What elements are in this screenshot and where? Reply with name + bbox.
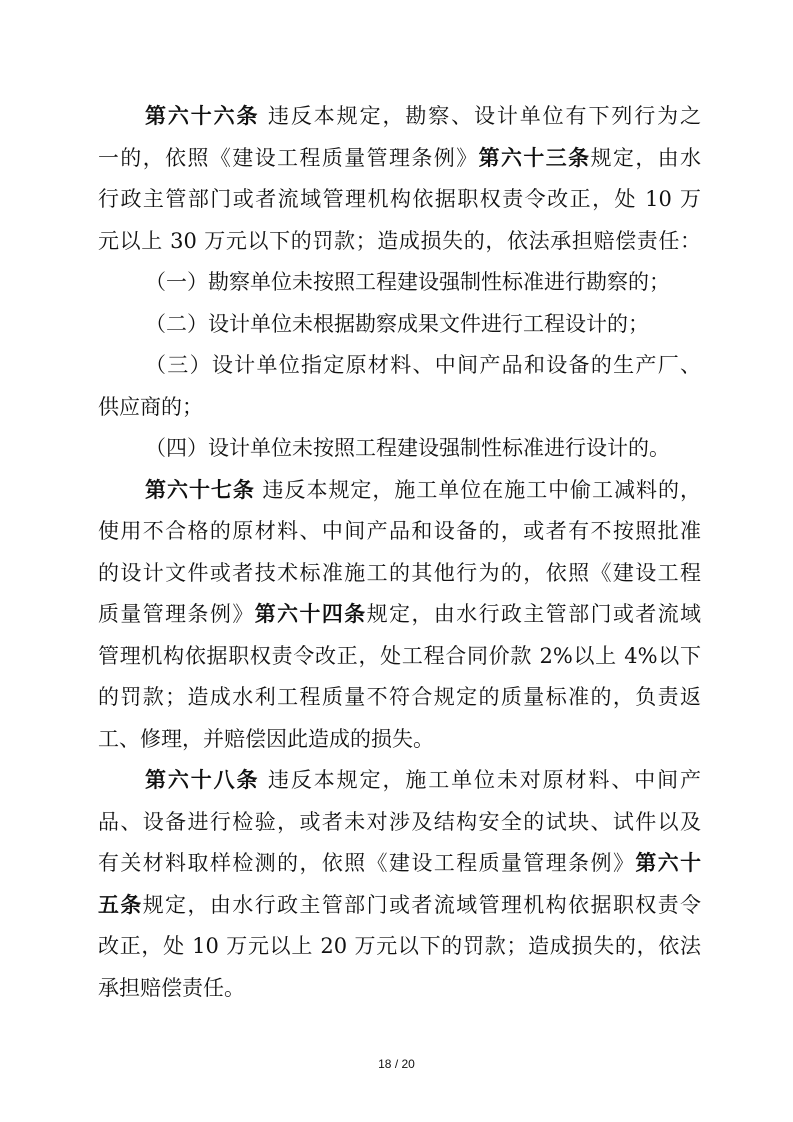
article-67 bbox=[98, 470, 701, 761]
article-67-title: 第六十七条 bbox=[145, 477, 255, 502]
article-67-line-1 bbox=[98, 470, 701, 512]
article-66-item-4: （四）设计单位未按照工程建设强制性标准进行设计的。 bbox=[145, 436, 670, 460]
article-66-title: 第六十六条 bbox=[145, 104, 260, 128]
article-68-text-3a: 有关材料取样检测的，依照《建设工程质量管理条例》 bbox=[98, 851, 636, 875]
article-67-text-1: 违反本规定，施工单位在施工中偷工减料的， bbox=[254, 477, 701, 502]
article-67-line-7: 工、修理，并赔偿因此造成的损失。 bbox=[98, 726, 434, 751]
article-67-ref: 第六十四条 bbox=[254, 602, 367, 626]
article-66-item-2: （二）设计单位未根据勘察成果文件进行工程设计的； bbox=[145, 311, 649, 336]
article-68-text-4b: 规定，由水行政主管部门或者流域管理机构依据职权责令 bbox=[142, 892, 702, 917]
page-separator: / bbox=[391, 1057, 402, 1071]
article-66-text-1: 违反本规定，勘察、设计单位有下列行为之 bbox=[259, 104, 701, 128]
page-number bbox=[0, 1057, 793, 1071]
article-66-item-1: （一）勘察单位未按照工程建设强制性标准进行勘察的； bbox=[145, 270, 670, 294]
article-68-line-1 bbox=[98, 760, 701, 802]
article-66-item-3-line-1: （三）设计单位指定原材料、中间产品和设备的生产厂、 bbox=[145, 353, 701, 377]
article-66-line-2 bbox=[98, 138, 701, 180]
current-page: 18 bbox=[378, 1057, 392, 1071]
article-66-text-2b: 规定，由水 bbox=[590, 145, 702, 170]
article-67-line-5: 管理机构依据职权责令改正，处工程合同价款 2%以上 4%以下 bbox=[98, 643, 701, 668]
article-68-text-1: 违反本规定，施工单位未对原材料、中间产 bbox=[259, 768, 701, 792]
article-68 bbox=[98, 760, 701, 1009]
article-68-ref-part-1: 第六十 bbox=[635, 851, 702, 875]
article-67-line-3: 的设计文件或者技术标准施工的其他行为的，依照《建设工程 bbox=[98, 560, 701, 585]
document-body bbox=[98, 96, 701, 1009]
total-pages: 20 bbox=[401, 1057, 415, 1071]
article-68-ref-part-2: 五条 bbox=[98, 892, 143, 917]
article-66-text-2a: 一的，依照《建设工程质量管理条例》 bbox=[98, 145, 479, 170]
article-68-line-2: 品、设备进行检验，或者未对涉及结构安全的试块、试件以及 bbox=[98, 809, 701, 834]
article-68-title: 第六十八条 bbox=[145, 768, 260, 792]
article-68-line-3 bbox=[98, 843, 701, 885]
article-66-line-4: 元以上 30 万元以下的罚款；造成损失的，依法承担赔偿责任： bbox=[98, 228, 701, 253]
article-68-line-5: 改正，处 10 万元以上 20 万元以下的罚款；造成损失的，依法 bbox=[98, 934, 701, 958]
article-67-line-4 bbox=[98, 594, 701, 636]
article-66-line-1 bbox=[98, 96, 701, 138]
article-68-line-4 bbox=[98, 885, 701, 927]
article-67-line-6: 的罚款；造成水利工程质量不符合规定的质量标准的，负责返 bbox=[98, 685, 701, 709]
article-66-item-3-line-2: 供应商的； bbox=[98, 394, 203, 419]
article-67-line-2: 使用不合格的原材料、中间产品和设备的，或者有不按照批准 bbox=[98, 519, 701, 543]
article-66-ref: 第六十三条 bbox=[478, 145, 591, 170]
article-67-text-4a: 质量管理条例》 bbox=[98, 602, 255, 626]
article-68-line-6: 承担赔偿责任。 bbox=[98, 975, 245, 1000]
article-67-text-4b: 规定，由水行政主管部门或者流域 bbox=[366, 602, 702, 626]
article-66-line-3: 行政主管部门或者流域管理机构依据职权责令改正，处 10 万 bbox=[98, 187, 701, 211]
article-66 bbox=[98, 96, 701, 470]
